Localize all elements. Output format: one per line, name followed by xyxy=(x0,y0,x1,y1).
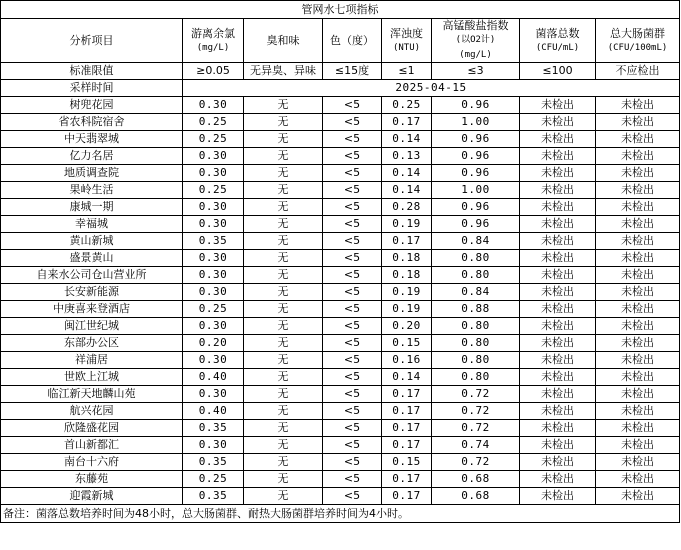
turbidity-value: 0.17 xyxy=(382,386,432,403)
table-row xyxy=(1,420,680,437)
chlorine-value: 0.40 xyxy=(183,403,244,420)
odor-value: 无 xyxy=(244,301,323,318)
table-row xyxy=(1,233,680,250)
table-row xyxy=(1,131,680,148)
color-value: <5 xyxy=(323,352,382,369)
odor-value: 无 xyxy=(244,318,323,335)
odor-value: 无 xyxy=(244,369,323,386)
chlorine-value: 0.30 xyxy=(183,165,244,182)
cod-value: 0.88 xyxy=(432,301,520,318)
table-row xyxy=(1,250,680,267)
turbidity-value: 0.14 xyxy=(382,182,432,199)
table-row xyxy=(1,301,680,318)
odor-value: 无 xyxy=(244,182,323,199)
table-row xyxy=(1,471,680,488)
table-row xyxy=(1,403,680,420)
turbidity-value: 0.14 xyxy=(382,369,432,386)
site-name: 中天翡翠城 xyxy=(1,131,183,148)
coliform-value: 未检出 xyxy=(596,199,680,216)
header-chlorine: 游离余氯 (mg/L) xyxy=(183,19,244,63)
odor-value: 无 xyxy=(244,488,323,505)
bacteria-value: 未检出 xyxy=(520,148,596,165)
cod-value: 0.84 xyxy=(432,284,520,301)
bacteria-value: 未检出 xyxy=(520,454,596,471)
site-name: 省农科院宿舍 xyxy=(1,114,183,131)
chlorine-value: 0.30 xyxy=(183,352,244,369)
chlorine-value: 0.30 xyxy=(183,284,244,301)
cod-value: 0.80 xyxy=(432,369,520,386)
coliform-value: 未检出 xyxy=(596,114,680,131)
turbidity-value: 0.28 xyxy=(382,199,432,216)
bacteria-value: 未检出 xyxy=(520,403,596,420)
coliform-value: 未检出 xyxy=(596,233,680,250)
chlorine-value: 0.25 xyxy=(183,131,244,148)
color-value: <5 xyxy=(323,250,382,267)
color-value: <5 xyxy=(323,97,382,114)
table-row xyxy=(1,182,680,199)
odor-value: 无 xyxy=(244,437,323,454)
header-turbidity: 浑浊度 (NTU) xyxy=(382,19,432,63)
header-odor: 臭和味 xyxy=(244,19,323,63)
color-value: <5 xyxy=(323,233,382,250)
turbidity-value: 0.19 xyxy=(382,216,432,233)
odor-value: 无 xyxy=(244,148,323,165)
chlorine-value: 0.30 xyxy=(183,318,244,335)
header-row xyxy=(1,19,680,63)
chlorine-value: 0.25 xyxy=(183,182,244,199)
limit-coliform: 不应检出 xyxy=(596,63,680,80)
coliform-value: 未检出 xyxy=(596,488,680,505)
coliform-value: 未检出 xyxy=(596,403,680,420)
site-name: 幸福城 xyxy=(1,216,183,233)
odor-value: 无 xyxy=(244,403,323,420)
site-name: 黄山新城 xyxy=(1,233,183,250)
turbidity-value: 0.17 xyxy=(382,437,432,454)
table-row xyxy=(1,369,680,386)
cod-value: 0.72 xyxy=(432,454,520,471)
color-value: <5 xyxy=(323,284,382,301)
limit-turbidity: ≤1 xyxy=(382,63,432,80)
coliform-value: 未检出 xyxy=(596,335,680,352)
table-row xyxy=(1,437,680,454)
coliform-value: 未检出 xyxy=(596,386,680,403)
table-row xyxy=(1,114,680,131)
turbidity-value: 0.18 xyxy=(382,267,432,284)
turbidity-value: 0.15 xyxy=(382,454,432,471)
turbidity-value: 0.13 xyxy=(382,148,432,165)
color-value: <5 xyxy=(323,386,382,403)
color-value: <5 xyxy=(323,488,382,505)
site-name: 长安新能源 xyxy=(1,284,183,301)
bacteria-value: 未检出 xyxy=(520,352,596,369)
coliform-value: 未检出 xyxy=(596,437,680,454)
coliform-value: 未检出 xyxy=(596,318,680,335)
table-row xyxy=(1,454,680,471)
cod-value: 0.72 xyxy=(432,403,520,420)
bacteria-value: 未检出 xyxy=(520,233,596,250)
cod-value: 0.74 xyxy=(432,437,520,454)
color-value: <5 xyxy=(323,148,382,165)
chlorine-value: 0.25 xyxy=(183,114,244,131)
chlorine-value: 0.25 xyxy=(183,301,244,318)
color-value: <5 xyxy=(323,267,382,284)
cod-value: 0.96 xyxy=(432,97,520,114)
color-value: <5 xyxy=(323,182,382,199)
turbidity-value: 0.17 xyxy=(382,233,432,250)
chlorine-value: 0.20 xyxy=(183,335,244,352)
table-row xyxy=(1,284,680,301)
cod-value: 0.96 xyxy=(432,165,520,182)
header-bacteria: 菌落总数 (CFU/mL) xyxy=(520,19,596,63)
color-value: <5 xyxy=(323,471,382,488)
odor-value: 无 xyxy=(244,386,323,403)
table-row xyxy=(1,267,680,284)
odor-value: 无 xyxy=(244,284,323,301)
bacteria-value: 未检出 xyxy=(520,437,596,454)
turbidity-value: 0.25 xyxy=(382,97,432,114)
sampling-date: 2025-04-15 xyxy=(183,80,680,97)
chlorine-value: 0.30 xyxy=(183,216,244,233)
coliform-value: 未检出 xyxy=(596,148,680,165)
site-name: 临江新天地麟山苑 xyxy=(1,386,183,403)
coliform-value: 未检出 xyxy=(596,165,680,182)
chlorine-value: 0.30 xyxy=(183,250,244,267)
turbidity-value: 0.17 xyxy=(382,488,432,505)
turbidity-value: 0.19 xyxy=(382,284,432,301)
site-name: 欣隆盛花园 xyxy=(1,420,183,437)
odor-value: 无 xyxy=(244,335,323,352)
coliform-value: 未检出 xyxy=(596,369,680,386)
bacteria-value: 未检出 xyxy=(520,250,596,267)
limit-color: ≤15度 xyxy=(323,63,382,80)
odor-value: 无 xyxy=(244,233,323,250)
bacteria-value: 未检出 xyxy=(520,318,596,335)
color-value: <5 xyxy=(323,165,382,182)
site-name: 祥浦居 xyxy=(1,352,183,369)
site-name: 盛景黄山 xyxy=(1,250,183,267)
odor-value: 无 xyxy=(244,267,323,284)
color-value: <5 xyxy=(323,335,382,352)
cod-value: 0.96 xyxy=(432,148,520,165)
bacteria-value: 未检出 xyxy=(520,182,596,199)
table-row xyxy=(1,335,680,352)
chlorine-value: 0.30 xyxy=(183,437,244,454)
coliform-value: 未检出 xyxy=(596,250,680,267)
color-value: <5 xyxy=(323,403,382,420)
bacteria-value: 未检出 xyxy=(520,114,596,131)
table-title: 管网水七项指标 xyxy=(1,1,680,19)
cod-value: 1.00 xyxy=(432,182,520,199)
sampling-row xyxy=(1,80,680,97)
coliform-value: 未检出 xyxy=(596,216,680,233)
odor-value: 无 xyxy=(244,471,323,488)
color-value: <5 xyxy=(323,318,382,335)
odor-value: 无 xyxy=(244,199,323,216)
turbidity-value: 0.18 xyxy=(382,250,432,267)
table-row xyxy=(1,97,680,114)
bacteria-value: 未检出 xyxy=(520,386,596,403)
cod-value: 0.96 xyxy=(432,199,520,216)
bacteria-value: 未检出 xyxy=(520,301,596,318)
turbidity-value: 0.17 xyxy=(382,420,432,437)
coliform-value: 未检出 xyxy=(596,97,680,114)
sampling-label: 采样时间 xyxy=(1,80,183,97)
odor-value: 无 xyxy=(244,352,323,369)
site-name: 航兴花园 xyxy=(1,403,183,420)
header-item: 分析项目 xyxy=(1,19,183,63)
cod-value: 0.80 xyxy=(432,250,520,267)
bacteria-value: 未检出 xyxy=(520,216,596,233)
bacteria-value: 未检出 xyxy=(520,369,596,386)
bacteria-value: 未检出 xyxy=(520,199,596,216)
chlorine-value: 0.30 xyxy=(183,148,244,165)
odor-value: 无 xyxy=(244,131,323,148)
table-row xyxy=(1,216,680,233)
odor-value: 无 xyxy=(244,114,323,131)
limits-row xyxy=(1,63,680,80)
turbidity-value: 0.17 xyxy=(382,114,432,131)
coliform-value: 未检出 xyxy=(596,471,680,488)
bacteria-value: 未检出 xyxy=(520,267,596,284)
cod-value: 0.80 xyxy=(432,318,520,335)
cod-value: 0.96 xyxy=(432,216,520,233)
odor-value: 无 xyxy=(244,420,323,437)
chlorine-value: 0.35 xyxy=(183,233,244,250)
site-name: 树兜花园 xyxy=(1,97,183,114)
limit-odor: 无异臭、异味 xyxy=(244,63,323,80)
site-name: 果岭生活 xyxy=(1,182,183,199)
turbidity-value: 0.17 xyxy=(382,471,432,488)
cod-value: 0.80 xyxy=(432,352,520,369)
limit-cod: ≤3 xyxy=(432,63,520,80)
chlorine-value: 0.35 xyxy=(183,420,244,437)
chlorine-value: 0.30 xyxy=(183,267,244,284)
table-row xyxy=(1,199,680,216)
cod-value: 0.68 xyxy=(432,471,520,488)
note-row xyxy=(1,505,680,523)
table-row xyxy=(1,165,680,182)
header-color: 色（度） xyxy=(323,19,382,63)
coliform-value: 未检出 xyxy=(596,267,680,284)
site-name: 东部办公区 xyxy=(1,335,183,352)
odor-value: 无 xyxy=(244,250,323,267)
bacteria-value: 未检出 xyxy=(520,131,596,148)
table-row xyxy=(1,386,680,403)
table-row xyxy=(1,148,680,165)
table-row xyxy=(1,352,680,369)
bacteria-value: 未检出 xyxy=(520,97,596,114)
table-row xyxy=(1,488,680,505)
site-name: 康城一期 xyxy=(1,199,183,216)
color-value: <5 xyxy=(323,369,382,386)
color-value: <5 xyxy=(323,437,382,454)
chlorine-value: 0.25 xyxy=(183,471,244,488)
turbidity-value: 0.20 xyxy=(382,318,432,335)
color-value: <5 xyxy=(323,131,382,148)
turbidity-value: 0.14 xyxy=(382,165,432,182)
footnote: 备注：菌落总数培养时间为48小时，总大肠菌群、耐热大肠菌群培养时间为4小时。 xyxy=(1,505,680,523)
coliform-value: 未检出 xyxy=(596,454,680,471)
header-cod: 高锰酸盐指数 (以O2计) (mg/L) xyxy=(432,19,520,63)
turbidity-value: 0.19 xyxy=(382,301,432,318)
chlorine-value: 0.30 xyxy=(183,199,244,216)
coliform-value: 未检出 xyxy=(596,420,680,437)
table-row xyxy=(1,318,680,335)
color-value: <5 xyxy=(323,420,382,437)
limits-label: 标准限值 xyxy=(1,63,183,80)
coliform-value: 未检出 xyxy=(596,182,680,199)
odor-value: 无 xyxy=(244,454,323,471)
cod-value: 0.80 xyxy=(432,335,520,352)
cod-value: 1.00 xyxy=(432,114,520,131)
chlorine-value: 0.40 xyxy=(183,369,244,386)
cod-value: 0.80 xyxy=(432,267,520,284)
site-name: 闽江世纪城 xyxy=(1,318,183,335)
color-value: <5 xyxy=(323,301,382,318)
site-name: 迎霞新城 xyxy=(1,488,183,505)
cod-value: 0.68 xyxy=(432,488,520,505)
turbidity-value: 0.14 xyxy=(382,131,432,148)
color-value: <5 xyxy=(323,454,382,471)
site-name: 亿力名居 xyxy=(1,148,183,165)
title-row xyxy=(1,1,680,19)
odor-value: 无 xyxy=(244,216,323,233)
bacteria-value: 未检出 xyxy=(520,488,596,505)
chlorine-value: 0.35 xyxy=(183,488,244,505)
site-name: 自来水公司仓山营业所 xyxy=(1,267,183,284)
coliform-value: 未检出 xyxy=(596,284,680,301)
limit-bacteria: ≤100 xyxy=(520,63,596,80)
site-name: 中庚喜来登酒店 xyxy=(1,301,183,318)
site-name: 首山新都汇 xyxy=(1,437,183,454)
turbidity-value: 0.15 xyxy=(382,335,432,352)
coliform-value: 未检出 xyxy=(596,301,680,318)
bacteria-value: 未检出 xyxy=(520,165,596,182)
odor-value: 无 xyxy=(244,97,323,114)
color-value: <5 xyxy=(323,114,382,131)
coliform-value: 未检出 xyxy=(596,352,680,369)
color-value: <5 xyxy=(323,216,382,233)
cod-value: 0.84 xyxy=(432,233,520,250)
bacteria-value: 未检出 xyxy=(520,471,596,488)
odor-value: 无 xyxy=(244,165,323,182)
chlorine-value: 0.30 xyxy=(183,97,244,114)
coliform-value: 未检出 xyxy=(596,131,680,148)
bacteria-value: 未检出 xyxy=(520,284,596,301)
chlorine-value: 0.30 xyxy=(183,386,244,403)
limit-chlorine: ≥0.05 xyxy=(183,63,244,80)
chlorine-value: 0.35 xyxy=(183,454,244,471)
header-coliform: 总大肠菌群 (CFU/100mL) xyxy=(596,19,680,63)
site-name: 东藤苑 xyxy=(1,471,183,488)
cod-value: 0.96 xyxy=(432,131,520,148)
site-name: 地质调查院 xyxy=(1,165,183,182)
site-name: 南台十六府 xyxy=(1,454,183,471)
turbidity-value: 0.17 xyxy=(382,403,432,420)
cod-value: 0.72 xyxy=(432,420,520,437)
site-name: 世欧上江城 xyxy=(1,369,183,386)
turbidity-value: 0.16 xyxy=(382,352,432,369)
color-value: <5 xyxy=(323,199,382,216)
bacteria-value: 未检出 xyxy=(520,335,596,352)
cod-value: 0.72 xyxy=(432,386,520,403)
bacteria-value: 未检出 xyxy=(520,420,596,437)
